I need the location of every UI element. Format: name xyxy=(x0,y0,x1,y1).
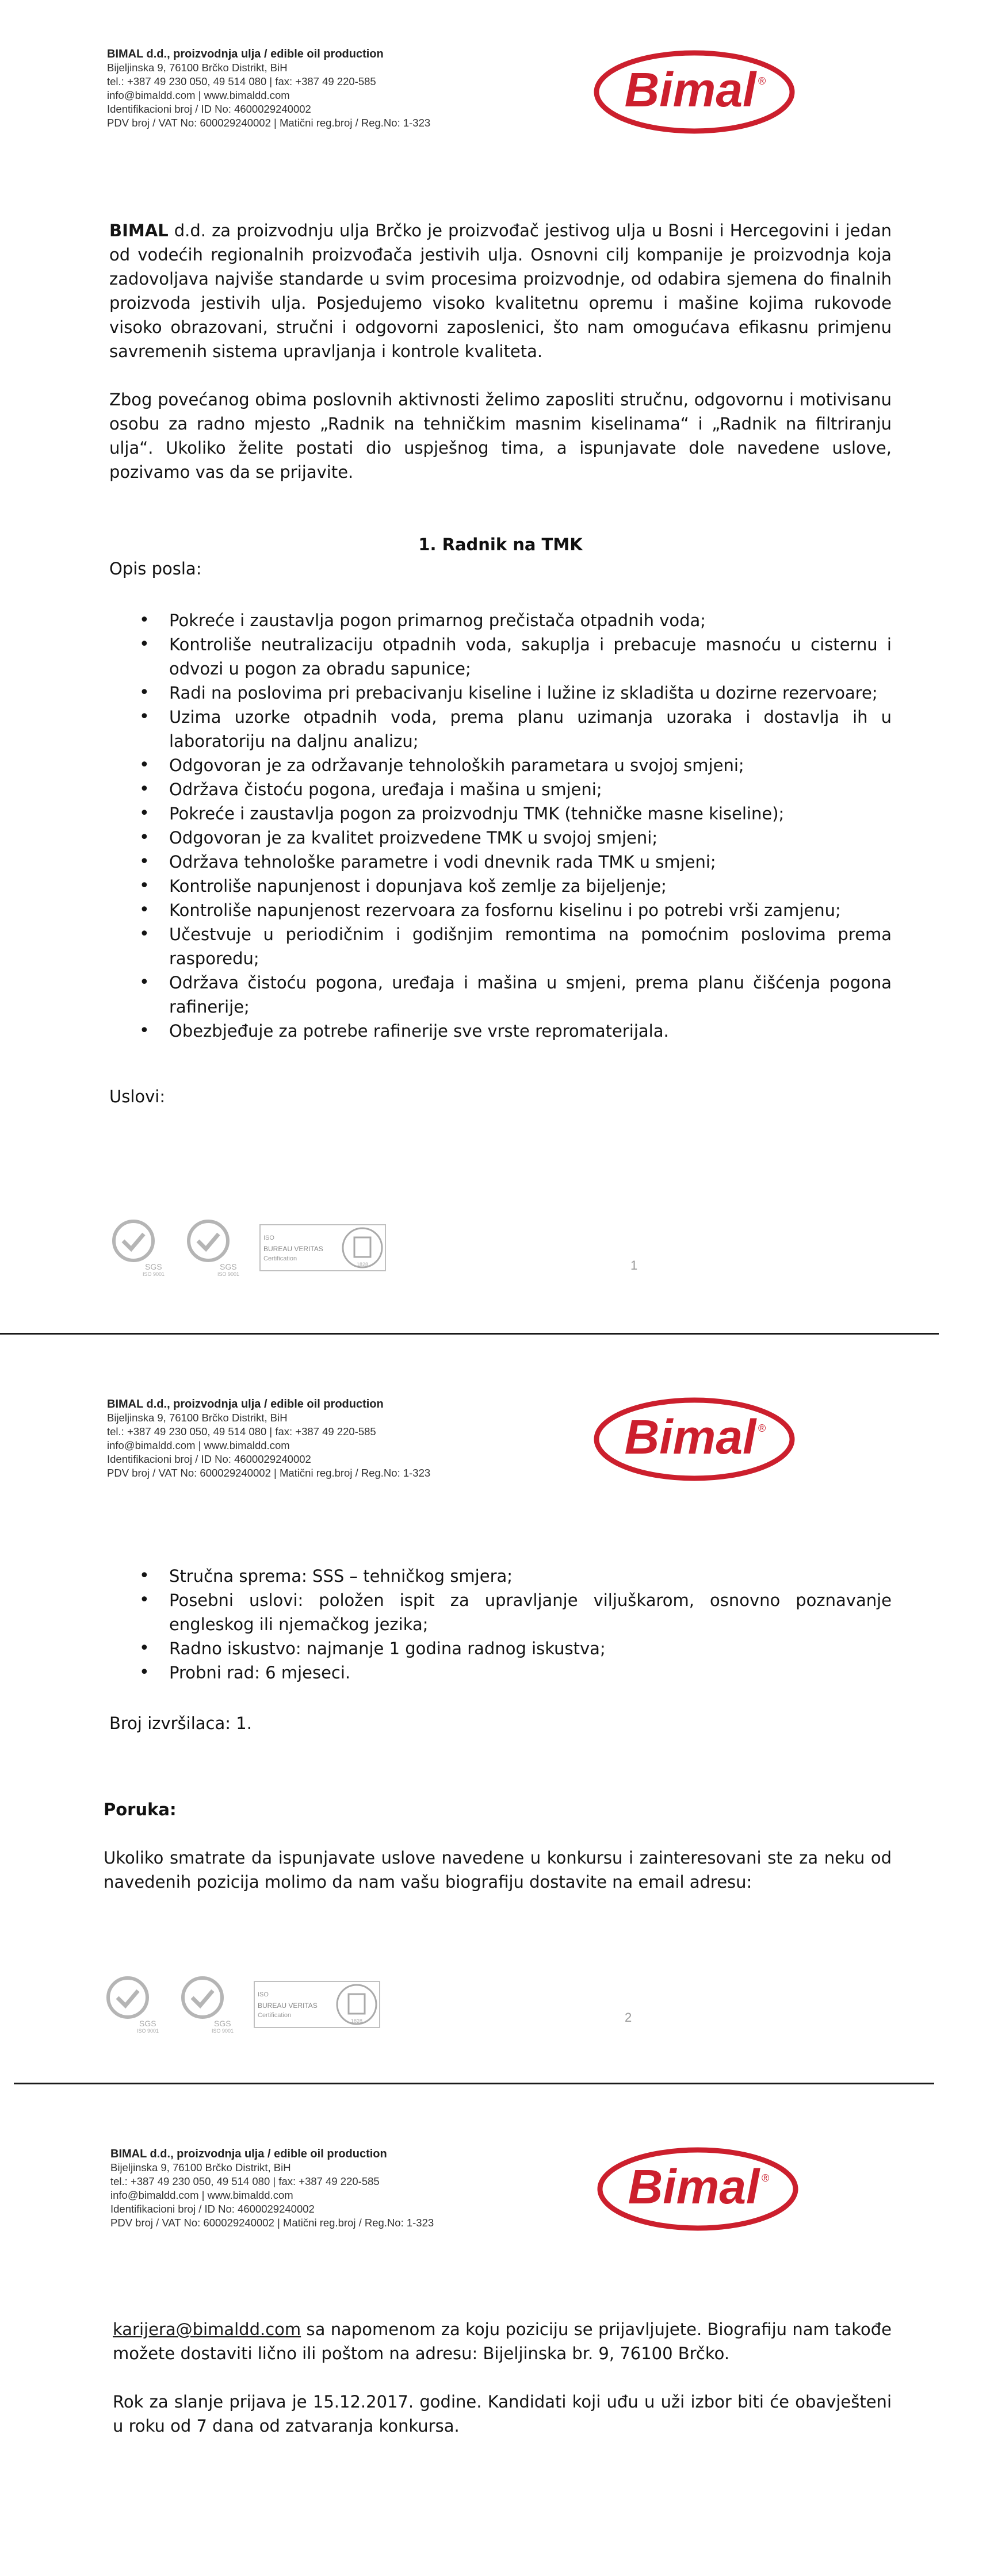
certification-logos xyxy=(109,1219,408,1276)
bullet-icon: • xyxy=(139,683,150,703)
intro-company-bold: BIMAL xyxy=(109,221,169,240)
company-web: info@bimaldd.com | www.bimaldd.com xyxy=(110,2189,293,2201)
page-number: 2 xyxy=(625,2010,632,2025)
bullet-icon: • xyxy=(139,972,150,992)
list-item-text: Posebni uslovi: položen ispit za upravljanje viljuškarom, osnovno poznavanje engleskog ili njemačkog jezika; xyxy=(169,1590,892,1634)
conditions-label: Uslovi: xyxy=(109,1087,166,1106)
list-item xyxy=(132,850,892,874)
list-item-text: Odgovoran je za kvalitet proizvedene TMK u svojoj smjeni; xyxy=(169,828,658,848)
list-item-text: Održava tehnološke parametre i vodi dnevnik rada TMK u smjeni; xyxy=(169,852,716,872)
company-address: Bijeljinska 9, 76100 Brčko Distrikt, BiH xyxy=(107,62,288,74)
list-item xyxy=(132,1588,892,1636)
list-item xyxy=(132,971,892,1019)
contact-text xyxy=(113,2317,892,2438)
page-separator xyxy=(0,1333,939,1335)
position-heading: 1. Radnik na TMK xyxy=(418,535,583,554)
company-id: Identifikacioni broj / ID No: 4600029240002 xyxy=(107,1453,311,1465)
bullet-icon: • xyxy=(139,1021,150,1041)
list-item xyxy=(132,632,892,681)
list-item-text: Stručna sprema: SSS – tehničkog smjera; xyxy=(169,1566,513,1586)
list-item xyxy=(132,1564,892,1588)
company-phone: tel.: +387 49 230 050, 49 514 080 | fax: +387 49 220-585 xyxy=(107,1425,376,1438)
svg-text:ISO: ISO xyxy=(263,1235,274,1241)
company-name: BIMAL d.d., proizvodnja ulja / edible oil production xyxy=(110,2148,387,2160)
list-item xyxy=(132,681,892,705)
company-id: Identifikacioni broj / ID No: 4600029240002 xyxy=(110,2203,315,2215)
message-label: Poruka: xyxy=(104,1800,177,1819)
company-web: info@bimaldd.com | www.bimaldd.com xyxy=(107,1439,290,1451)
list-item-text: Kontroliše napunjenost rezervoara za fosfornu kiselinu i po potrebi vrši zamjenu; xyxy=(169,900,841,920)
sgs-badge-icon-2 xyxy=(189,1221,239,1276)
email-paragraph xyxy=(113,2317,892,2366)
bullet-icon: • xyxy=(139,852,150,872)
company-web: info@bimaldd.com | www.bimaldd.com xyxy=(107,89,290,101)
bimal-logo xyxy=(596,2146,800,2232)
svg-text:Certification: Certification xyxy=(258,2012,292,2019)
bullet-icon: • xyxy=(139,1566,150,1586)
executors-count: Broj izvršilaca: 1. xyxy=(109,1713,252,1733)
svg-text:ISO 9001: ISO 9001 xyxy=(217,1271,240,1276)
list-item-text: Pokreće i zaustavlja pogon za proizvodnju TMK (tehničke masne kiseline); xyxy=(169,804,785,823)
company-name: BIMAL d.d., proizvodnja ulja / edible oil production xyxy=(107,1398,384,1410)
bullet-icon: • xyxy=(139,1638,150,1658)
svg-text:BUREAU VERITAS: BUREAU VERITAS xyxy=(258,2002,318,2010)
list-item xyxy=(132,898,892,922)
svg-text:SGS: SGS xyxy=(220,1262,237,1271)
list-item-text: Uzima uzorke otpadnih voda, prema planu uzimanja uzoraka i dostavlja ih u laboratoriju na daljnu analizu; xyxy=(169,707,892,751)
list-item xyxy=(132,802,892,826)
company-header xyxy=(110,2147,434,2230)
list-item xyxy=(132,777,892,802)
company-vat: PDV broj / VAT No: 600029240002 | Matični reg.broj / Reg.No: 1-323 xyxy=(107,117,431,129)
bureau-veritas-badge-icon xyxy=(260,1225,385,1271)
bullet-icon: • xyxy=(139,900,150,920)
bureau-veritas-badge-icon xyxy=(254,1981,380,2027)
sgs-badge-icon xyxy=(108,1978,159,2033)
bullet-icon: • xyxy=(139,1590,150,1610)
logo-wordmark: Bimal xyxy=(628,2160,760,2214)
list-item-text: Kontroliše napunjenost i dopunjava koš zemlje za bijeljenje; xyxy=(169,876,667,896)
list-item xyxy=(132,826,892,850)
svg-text:SGS: SGS xyxy=(214,2019,231,2028)
logo-registered-mark: ® xyxy=(758,1423,766,1434)
list-item xyxy=(132,874,892,898)
bullet-icon: • xyxy=(139,634,150,654)
svg-text:ISO: ISO xyxy=(258,1991,269,1998)
list-item-text: Održava čistoću pogona, uređaja i mašina u smjeni; xyxy=(169,780,602,799)
bullet-icon: • xyxy=(139,803,150,823)
sgs-badge-icon-2 xyxy=(183,1978,234,2033)
duties-list xyxy=(132,608,892,1043)
sgs-badge-icon xyxy=(114,1221,165,1276)
company-header xyxy=(107,47,430,130)
page-number: 1 xyxy=(630,1258,638,1272)
bullet-icon: • xyxy=(139,924,150,944)
company-vat: PDV broj / VAT No: 600029240002 | Matični reg.broj / Reg.No: 1-323 xyxy=(110,2217,434,2229)
logo-wordmark: Bimal xyxy=(624,63,756,117)
list-item-text: Kontroliše neutralizaciju otpadnih voda, sakuplja i prebacuje masnoću u cisternu i odvozi u pogon za obradu sapunice; xyxy=(169,635,892,678)
list-item-text: Obezbjeđuje za potrebe rafinerije sve vrste repromaterijala. xyxy=(169,1021,669,1041)
bullet-icon: • xyxy=(139,755,150,775)
bullet-icon: • xyxy=(139,610,150,630)
svg-text:SGS: SGS xyxy=(145,1262,162,1271)
intro-paragraph xyxy=(109,218,892,363)
message-paragraph: Ukoliko smatrate da ispunjavate uslove navedene u konkursu i zainteresovani ste za neku od navedenih pozicija molimo da nam vašu biografiju dostavite na email adresu: xyxy=(104,1848,892,1892)
job-description-label: Opis posla: xyxy=(109,559,202,578)
svg-text:1828: 1828 xyxy=(350,2018,363,2024)
svg-text:BUREAU VERITAS: BUREAU VERITAS xyxy=(263,1245,323,1253)
conditions-list xyxy=(132,1564,892,1685)
deadline-paragraph: Rok za slanje prijava je 15.12.2017. godine. Kandidati koji uđu u uži izbor biti će obavješteni u roku od 7 dana od zatvaranja konkursa. xyxy=(113,2392,892,2436)
list-item xyxy=(132,1019,892,1043)
bullet-icon: • xyxy=(139,1662,150,1682)
intro-text xyxy=(109,218,892,484)
list-item xyxy=(132,753,892,777)
company-phone: tel.: +387 49 230 050, 49 514 080 | fax: +387 49 220-585 xyxy=(110,2175,380,2187)
list-item-text: Radno iskustvo: najmanje 1 godina radnog iskustva; xyxy=(169,1639,606,1658)
svg-text:1828: 1828 xyxy=(356,1262,369,1267)
list-item-text: Učestvuje u periodičnim i godišnjim remontima na pomoćnim poslovima prema rasporedu; xyxy=(169,925,892,968)
logo-registered-mark: ® xyxy=(758,75,766,87)
career-email-link[interactable]: karijera@bimaldd.com xyxy=(113,2320,301,2339)
bullet-icon: • xyxy=(139,707,150,727)
list-item-text: Probni rad: 6 mjeseci. xyxy=(169,1663,351,1682)
company-address: Bijeljinska 9, 76100 Brčko Distrikt, BiH xyxy=(107,1412,288,1424)
list-item-text: Odgovoran je za održavanje tehnoloških parametara u svojoj smjeni; xyxy=(169,756,744,775)
company-phone: tel.: +387 49 230 050, 49 514 080 | fax: +387 49 220-585 xyxy=(107,75,376,87)
bullet-icon: • xyxy=(139,779,150,799)
bimal-logo xyxy=(592,49,797,135)
message-text xyxy=(104,1846,892,1894)
svg-text:ISO 9001: ISO 9001 xyxy=(143,1271,165,1276)
list-item-text: Radi na poslovima pri prebacivanju kiseline i lužine iz skladišta u dozirne rezervoare; xyxy=(169,683,878,703)
list-item-text: Održava čistoću pogona, uređaja i mašina u smjeni, prema planu čišćenja pogona rafinerije; xyxy=(169,973,892,1017)
list-item xyxy=(132,705,892,753)
page-separator xyxy=(14,2083,934,2084)
bimal-logo xyxy=(592,1396,797,1482)
bullet-icon: • xyxy=(139,827,150,848)
certification-logos xyxy=(104,1976,403,2033)
logo-wordmark: Bimal xyxy=(624,1410,756,1464)
logo-registered-mark: ® xyxy=(762,2172,770,2184)
list-item xyxy=(132,922,892,971)
company-id: Identifikacioni broj / ID No: 4600029240002 xyxy=(107,103,311,115)
svg-text:SGS: SGS xyxy=(139,2019,156,2028)
svg-text:ISO 9001: ISO 9001 xyxy=(137,2028,159,2033)
list-item xyxy=(132,1636,892,1661)
company-name: BIMAL d.d., proizvodnja ulja / edible oil production xyxy=(107,48,384,60)
email-paragraph-rest: sa napomenom za koju poziciju se prijavljujete. Biografiju nam takođe možete dostaviti lično ili poštom na adresu: Bijeljinska br. 9, 76100 Brčko. xyxy=(113,2320,892,2363)
document-page-3 xyxy=(0,2093,994,2576)
company-vat: PDV broj / VAT No: 600029240002 | Matični reg.broj / Reg.No: 1-323 xyxy=(107,1467,431,1479)
list-item xyxy=(132,608,892,632)
svg-text:Certification: Certification xyxy=(263,1255,297,1262)
svg-text:ISO 9001: ISO 9001 xyxy=(212,2028,234,2033)
list-item-text: Pokreće i zaustavlja pogon primarnog prečistača otpadnih voda; xyxy=(169,611,706,630)
document-page-2 xyxy=(0,1340,994,2087)
intro-paragraph-rest: d.d. za proizvodnju ulja Brčko je proizvođač jestivog ulja u Bosni i Hercegovini i jedan od vodećih regionalnih proizvođača jestivih ulja. Osnovni cilj kompanije je proizvodnja koja zadovoljava najviše standarde u svim procesima proizvodnje, od odabira sjemena do finalnih proizvoda jestivih ulja. Posjedujemo visoko kvalitetnu opremu i mašine kojima rukovode visoko obrazovani, stručni i odgovorni zaposlenici, što nam omogućava efikasnu primjenu savremenih sistema upravljanja i kontrole kvaliteta. xyxy=(109,221,892,361)
company-header xyxy=(107,1397,430,1480)
hiring-paragraph: Zbog povećanog obima poslovnih aktivnosti želimo zaposliti stručnu, odgovornu i motivisanu osobu za radno mjesto „Radnik na tehničkim masnim kiselinama“ i „Radnik na filtriranju ulja“. Ukoliko želite postati dio uspješnog tima, a ispunjavate dole navedene uslove, pozivamo vas da se prijavite. xyxy=(109,390,892,482)
list-item xyxy=(132,1661,892,1685)
bullet-icon: • xyxy=(139,876,150,896)
company-address: Bijeljinska 9, 76100 Brčko Distrikt, BiH xyxy=(110,2161,291,2174)
